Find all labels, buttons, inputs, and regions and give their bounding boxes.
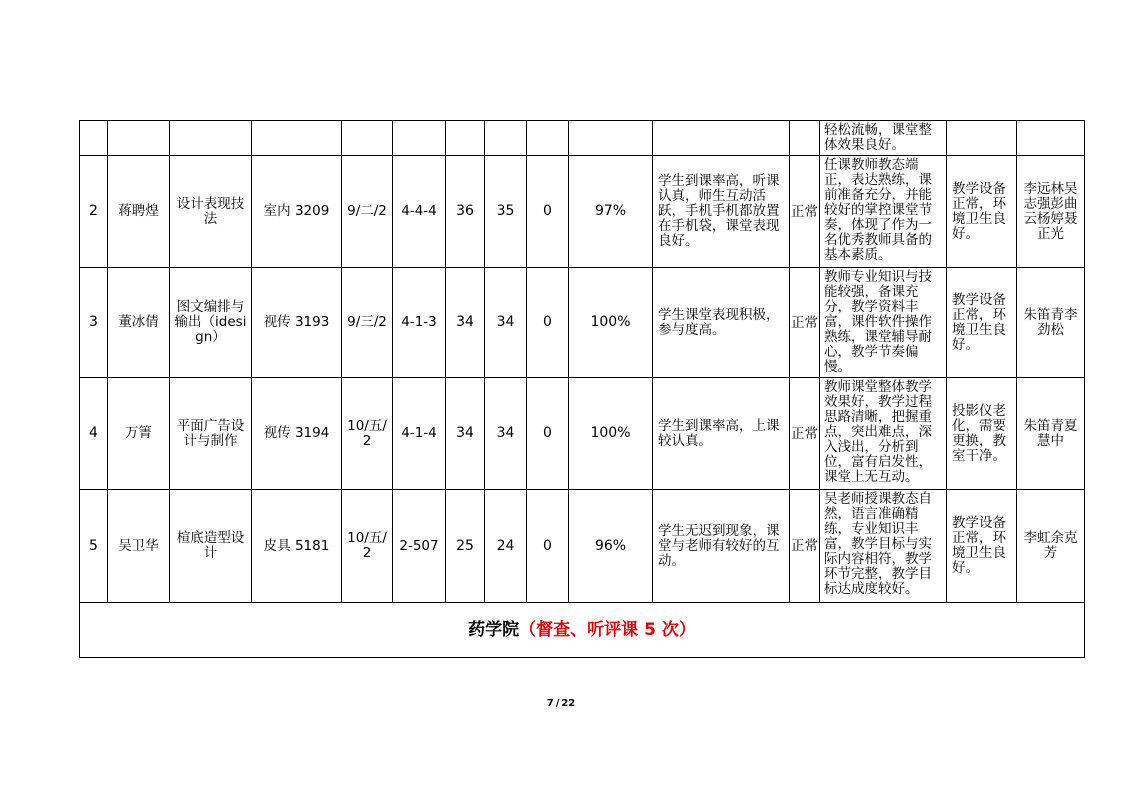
cell-student-comment: 学生到课率高，上课较认真。	[653, 378, 790, 490]
section-note: （督查、听评课 5 次）	[519, 619, 696, 640]
cell-course: 设计表现技法	[170, 156, 252, 268]
cell-present: 35	[485, 156, 527, 268]
cell-present	[485, 121, 527, 156]
cell-enrolled: 34	[446, 268, 485, 378]
cell-teacher: 万箐	[108, 378, 170, 490]
cell-absent: 0	[527, 268, 569, 378]
cell-teacher-comment: 吴老师授课教态自然，语言准确精练，专业知识丰富，教学目标与实际内容相符，教学环节完整，教学目标达成度较好。	[820, 490, 947, 603]
cell-enrolled	[446, 121, 485, 156]
cell-absent: 0	[527, 490, 569, 603]
cell-present: 34	[485, 378, 527, 490]
cell-course	[170, 121, 252, 156]
table-row	[80, 378, 1085, 490]
cell-student-comment	[653, 121, 790, 156]
cell-course: 图文编排与输出（idesign）	[170, 268, 252, 378]
cell-no: 5	[80, 490, 108, 603]
cell-room: 4-1-3	[393, 268, 446, 378]
cell-time: 10/五/2	[342, 490, 393, 603]
inspection-table	[79, 120, 1085, 658]
cell-rate: 100%	[569, 378, 653, 490]
section-row	[80, 603, 1085, 658]
cell-class: 视传 3193	[252, 268, 342, 378]
cell-room: 4-1-4	[393, 378, 446, 490]
table-row	[80, 156, 1085, 268]
cell-inspectors	[1017, 121, 1085, 156]
cell-teacher	[108, 121, 170, 156]
cell-rate	[569, 121, 653, 156]
cell-inspectors: 朱笛青夏慧中	[1017, 378, 1085, 490]
cell-status: 正常	[790, 490, 820, 603]
cell-room	[393, 121, 446, 156]
cell-class	[252, 121, 342, 156]
cell-rate: 100%	[569, 268, 653, 378]
cell-environment: 教学设备正常，环境卫生良好。	[947, 490, 1017, 603]
cell-room: 2-507	[393, 490, 446, 603]
cell-rate: 97%	[569, 156, 653, 268]
cell-absent: 0	[527, 378, 569, 490]
section-title	[80, 603, 1085, 658]
cell-room: 4-4-4	[393, 156, 446, 268]
cell-no: 2	[80, 156, 108, 268]
cell-student-comment: 学生无迟到现象，课堂与老师有较好的互动。	[653, 490, 790, 603]
table-row	[80, 490, 1085, 603]
cell-status: 正常	[790, 156, 820, 268]
cell-teacher: 吴卫华	[108, 490, 170, 603]
cell-environment	[947, 121, 1017, 156]
section-name: 药学院	[468, 619, 520, 640]
cell-teacher: 蒋聘煌	[108, 156, 170, 268]
cell-class: 室内 3209	[252, 156, 342, 268]
cell-time: 9/二/2	[342, 156, 393, 268]
cell-absent	[527, 121, 569, 156]
cell-class: 皮具 5181	[252, 490, 342, 603]
cell-no: 3	[80, 268, 108, 378]
cell-rate: 96%	[569, 490, 653, 603]
cell-inspectors: 李虹余克芳	[1017, 490, 1085, 603]
cell-enrolled: 36	[446, 156, 485, 268]
page-total: 22	[561, 698, 576, 709]
cell-time: 9/三/2	[342, 268, 393, 378]
cell-status: 正常	[790, 268, 820, 378]
cell-inspectors: 朱笛青李劲松	[1017, 268, 1085, 378]
cell-course: 平面广告设计与制作	[170, 378, 252, 490]
cell-course: 楦底造型设计	[170, 490, 252, 603]
cell-teacher-comment: 教师课堂整体教学效果好，教学过程思路清晰，把握重点，突出难点，深入浅出，分析到位，富有启发性，课堂上无互动。	[820, 378, 947, 490]
cell-enrolled: 34	[446, 378, 485, 490]
cell-inspectors: 李远林吴志强彭曲云杨婷聂正光	[1017, 156, 1085, 268]
cell-student-comment: 学生课堂表现积极，参与度高。	[653, 268, 790, 378]
cell-student-comment: 学生到课率高，听课认真，师生互动活跃，手机手机都放置在手机袋，课堂表现良好。	[653, 156, 790, 268]
table-row	[80, 268, 1085, 378]
cell-present: 24	[485, 490, 527, 603]
cell-class: 视传 3194	[252, 378, 342, 490]
page-separator: /	[555, 698, 560, 709]
page-current: 7	[546, 698, 554, 709]
cell-teacher: 董冰倩	[108, 268, 170, 378]
page-number	[0, 698, 1122, 709]
cell-status: 正常	[790, 378, 820, 490]
cell-environment: 教学设备正常，环境卫生良好。	[947, 268, 1017, 378]
cell-time	[342, 121, 393, 156]
cell-time: 10/五/2	[342, 378, 393, 490]
cell-environment: 投影仪老化，需要更换，教室干净。	[947, 378, 1017, 490]
cell-no: 4	[80, 378, 108, 490]
cell-environment: 教学设备正常，环境卫生良好。	[947, 156, 1017, 268]
cell-absent: 0	[527, 156, 569, 268]
cell-present: 34	[485, 268, 527, 378]
cell-teacher-comment: 教师专业知识与技能较强，备课充分，教学资料丰富，课件软件操作熟练，课堂辅导耐心，教学节奏偏慢。	[820, 268, 947, 378]
cell-teacher-comment: 任课教师教态端正，表达熟练，课前准备充分，并能较好的掌控课堂节奏，体现了作为一名优秀教师具备的基本素质。	[820, 156, 947, 268]
table-row	[80, 121, 1085, 156]
cell-no	[80, 121, 108, 156]
cell-teacher-comment: 轻松流畅，课堂整体效果良好。	[820, 121, 947, 156]
cell-status	[790, 121, 820, 156]
cell-enrolled: 25	[446, 490, 485, 603]
